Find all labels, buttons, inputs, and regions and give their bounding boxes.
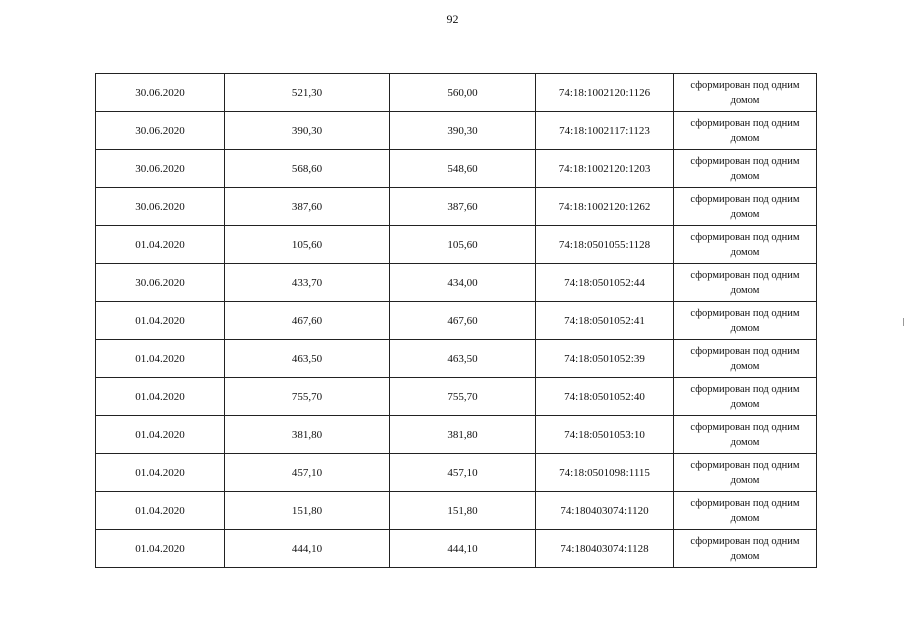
cadastral-number-cell: 74:180403074:1120 <box>536 492 674 530</box>
date-cell: 01.04.2020 <box>96 492 225 530</box>
note-cell <box>674 530 817 568</box>
area-cell: 755,70 <box>225 378 390 416</box>
table-row <box>96 378 817 416</box>
area-cell: 463,50 <box>225 340 390 378</box>
cadastral-number-cell: 74:18:0501055:1128 <box>536 226 674 264</box>
area-cell: 433,70 <box>225 264 390 302</box>
note-cell <box>674 150 817 188</box>
cadastral-number-cell: 74:18:1002120:1262 <box>536 188 674 226</box>
note-text: домом <box>730 208 760 220</box>
note-text: сформирован под одним <box>690 421 800 433</box>
cadastral-number-cell: 74:18:1002117:1123 <box>536 112 674 150</box>
table-row <box>96 530 817 568</box>
note-text: домом <box>730 284 760 296</box>
area-cell: 390,30 <box>225 112 390 150</box>
note-text: сформирован под одним <box>690 155 800 167</box>
table-row <box>96 454 817 492</box>
date-cell: 30.06.2020 <box>96 150 225 188</box>
records-table <box>95 73 817 568</box>
note-cell <box>674 226 817 264</box>
area-cell: 381,80 <box>225 416 390 454</box>
note-cell <box>674 302 817 340</box>
date-cell: 30.06.2020 <box>96 264 225 302</box>
note-text: домом <box>730 512 760 524</box>
note-text: домом <box>730 550 760 562</box>
note-text: сформирован под одним <box>690 383 800 395</box>
area-cell: 390,30 <box>390 112 536 150</box>
note-text: сформирован под одним <box>690 497 800 509</box>
note-text: сформирован под одним <box>690 345 800 357</box>
note-text: сформирован под одним <box>690 535 800 547</box>
area-cell: 444,10 <box>390 530 536 568</box>
scan-artifact <box>903 318 904 326</box>
table-row <box>96 74 817 112</box>
note-text: домом <box>730 474 760 486</box>
date-cell: 01.04.2020 <box>96 302 225 340</box>
cadastral-number-cell: 74:18:1002120:1203 <box>536 150 674 188</box>
area-cell: 105,60 <box>225 226 390 264</box>
table-row <box>96 226 817 264</box>
area-cell: 151,80 <box>390 492 536 530</box>
note-text: домом <box>730 398 760 410</box>
date-cell: 30.06.2020 <box>96 112 225 150</box>
note-text: домом <box>730 132 760 144</box>
note-text: сформирован под одним <box>690 117 800 129</box>
note-text: сформирован под одним <box>690 269 800 281</box>
records-table-body <box>96 74 817 568</box>
note-text: домом <box>730 94 760 106</box>
date-cell: 01.04.2020 <box>96 340 225 378</box>
cadastral-number-cell: 74:180403074:1128 <box>536 530 674 568</box>
note-cell <box>674 340 817 378</box>
note-cell <box>674 492 817 530</box>
table-row <box>96 492 817 530</box>
note-text: домом <box>730 436 760 448</box>
area-cell: 457,10 <box>225 454 390 492</box>
area-cell: 457,10 <box>390 454 536 492</box>
note-cell <box>674 74 817 112</box>
note-text: домом <box>730 360 760 372</box>
area-cell: 467,60 <box>390 302 536 340</box>
area-cell: 568,60 <box>225 150 390 188</box>
note-text: домом <box>730 170 760 182</box>
area-cell: 548,60 <box>390 150 536 188</box>
cadastral-number-cell: 74:18:0501098:1115 <box>536 454 674 492</box>
note-cell <box>674 416 817 454</box>
date-cell: 01.04.2020 <box>96 454 225 492</box>
note-cell <box>674 188 817 226</box>
table-row <box>96 340 817 378</box>
table-row <box>96 112 817 150</box>
note-cell <box>674 454 817 492</box>
note-cell <box>674 264 817 302</box>
note-text: сформирован под одним <box>690 231 800 243</box>
table-row <box>96 416 817 454</box>
note-text: сформирован под одним <box>690 307 800 319</box>
table-row <box>96 302 817 340</box>
cadastral-number-cell: 74:18:0501052:40 <box>536 378 674 416</box>
note-text: сформирован под одним <box>690 459 800 471</box>
area-cell: 521,30 <box>225 74 390 112</box>
date-cell: 30.06.2020 <box>96 74 225 112</box>
area-cell: 560,00 <box>390 74 536 112</box>
date-cell: 01.04.2020 <box>96 530 225 568</box>
date-cell: 01.04.2020 <box>96 378 225 416</box>
note-text: домом <box>730 322 760 334</box>
cadastral-number-cell: 74:18:1002120:1126 <box>536 74 674 112</box>
table-row <box>96 150 817 188</box>
area-cell: 463,50 <box>390 340 536 378</box>
date-cell: 30.06.2020 <box>96 188 225 226</box>
cadastral-number-cell: 74:18:0501052:44 <box>536 264 674 302</box>
cadastral-number-cell: 74:18:0501052:39 <box>536 340 674 378</box>
page-number: 92 <box>446 12 459 26</box>
table-row <box>96 188 817 226</box>
area-cell: 381,80 <box>390 416 536 454</box>
note-text: сформирован под одним <box>690 193 800 205</box>
cadastral-number-cell: 74:18:0501052:41 <box>536 302 674 340</box>
date-cell: 01.04.2020 <box>96 226 225 264</box>
area-cell: 387,60 <box>225 188 390 226</box>
note-text: сформирован под одним <box>690 79 800 91</box>
table-row <box>96 264 817 302</box>
note-text: домом <box>730 246 760 258</box>
area-cell: 434,00 <box>390 264 536 302</box>
note-cell <box>674 112 817 150</box>
area-cell: 151,80 <box>225 492 390 530</box>
cadastral-number-cell: 74:18:0501053:10 <box>536 416 674 454</box>
area-cell: 105,60 <box>390 226 536 264</box>
area-cell: 467,60 <box>225 302 390 340</box>
area-cell: 755,70 <box>390 378 536 416</box>
note-cell <box>674 378 817 416</box>
area-cell: 387,60 <box>390 188 536 226</box>
area-cell: 444,10 <box>225 530 390 568</box>
date-cell: 01.04.2020 <box>96 416 225 454</box>
